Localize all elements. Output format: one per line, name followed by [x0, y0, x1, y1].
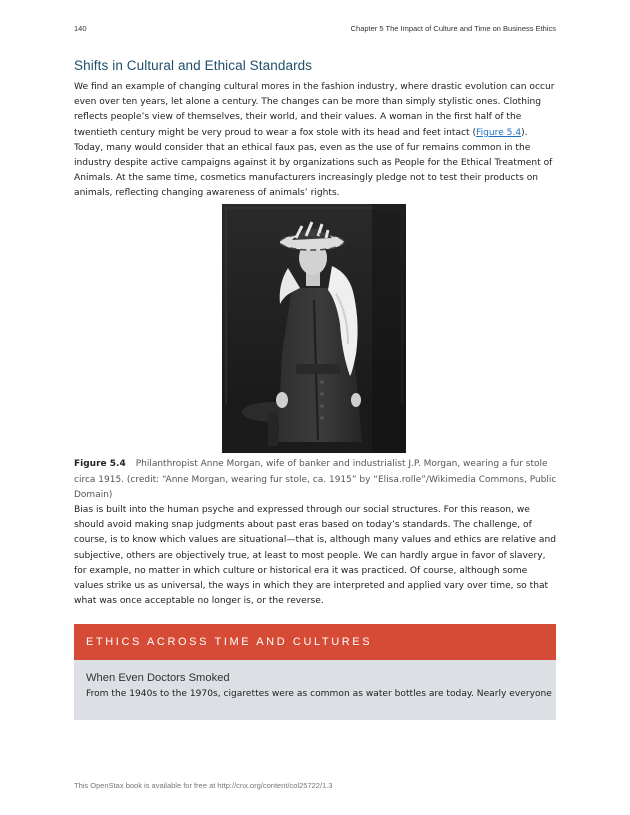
figure-5-4-link[interactable]: Figure 5.4	[476, 127, 522, 138]
figure-label: Figure 5.4	[74, 459, 126, 469]
feature-title: When Even Doctors Smoked	[86, 672, 230, 684]
body-paragraph-1	[74, 80, 558, 202]
chapter-title: Chapter 5 The Impact of Culture and Time on Business Ethics	[350, 24, 556, 33]
portrait-illustration	[222, 204, 406, 453]
feature-text: From the 1940s to the 1970s, cigarettes were as common as water bottles are today. Nearly everyone	[86, 689, 552, 699]
page-number: 140	[74, 24, 87, 33]
figure-caption	[74, 457, 558, 504]
figure-caption-text: Philanthropist Anne Morgan, wife of banker and industrialist J.P. Morgan, wearing a fur stole circa 1915. (credit: “Anne Morgan, wearing fur stole, ca. 1915” by “Elisa.rolle”/Wikimedia Commons, Public Domain)	[74, 459, 557, 500]
section-title: Shifts in Cultural and Ethical Standards	[74, 58, 313, 73]
figure-photo	[222, 204, 406, 453]
para1-text-b: ). Today, many would consider that an ethical faux pas, even as the use of fur remains common in the industry despite active campaigns against it by organizations such as People for the Ethical Treatment of Animals. At the same time, cosmetics manufacturers increasingly pledge not to test their products on animals, reflecting changing awareness of animals’ rights.	[74, 127, 553, 199]
feature-heading: ETHICS ACROSS TIME AND CULTURES	[74, 624, 556, 660]
ethics-feature-box	[74, 624, 556, 720]
footer-note: This OpenStax book is available for free at http://cnx.org/content/col25722/1.3	[74, 781, 333, 790]
body-paragraph-2: Bias is built into the human psyche and expressed through our social structures. For this reason, we should avoid making snap judgments about past eras based on today’s standards. The challenge, of course, is to know which values are situational—that is, although many values and ethics are relative and subjective, others are objectively true, at least to most people. We can hardly argue in favor of slavery, for example, no matter in which culture or historical era it was practiced. Of course, although some values strike us as universal, the ways in which they are interpreted and applied vary over time, so that what was once acceptable no longer is, or the reverse.	[74, 505, 556, 607]
para1-text-a: We find an example of changing cultural mores in the fashion industry, where drastic evolution can occur even over ten years, let alone a century. The changes can be more than simply stylistic ones. Clothing reflects people’s view of themselves, their world, and their values. A woman in the first half of the twentieth century might be very proud to wear a fox stole with its head and feet intact (	[74, 82, 555, 138]
